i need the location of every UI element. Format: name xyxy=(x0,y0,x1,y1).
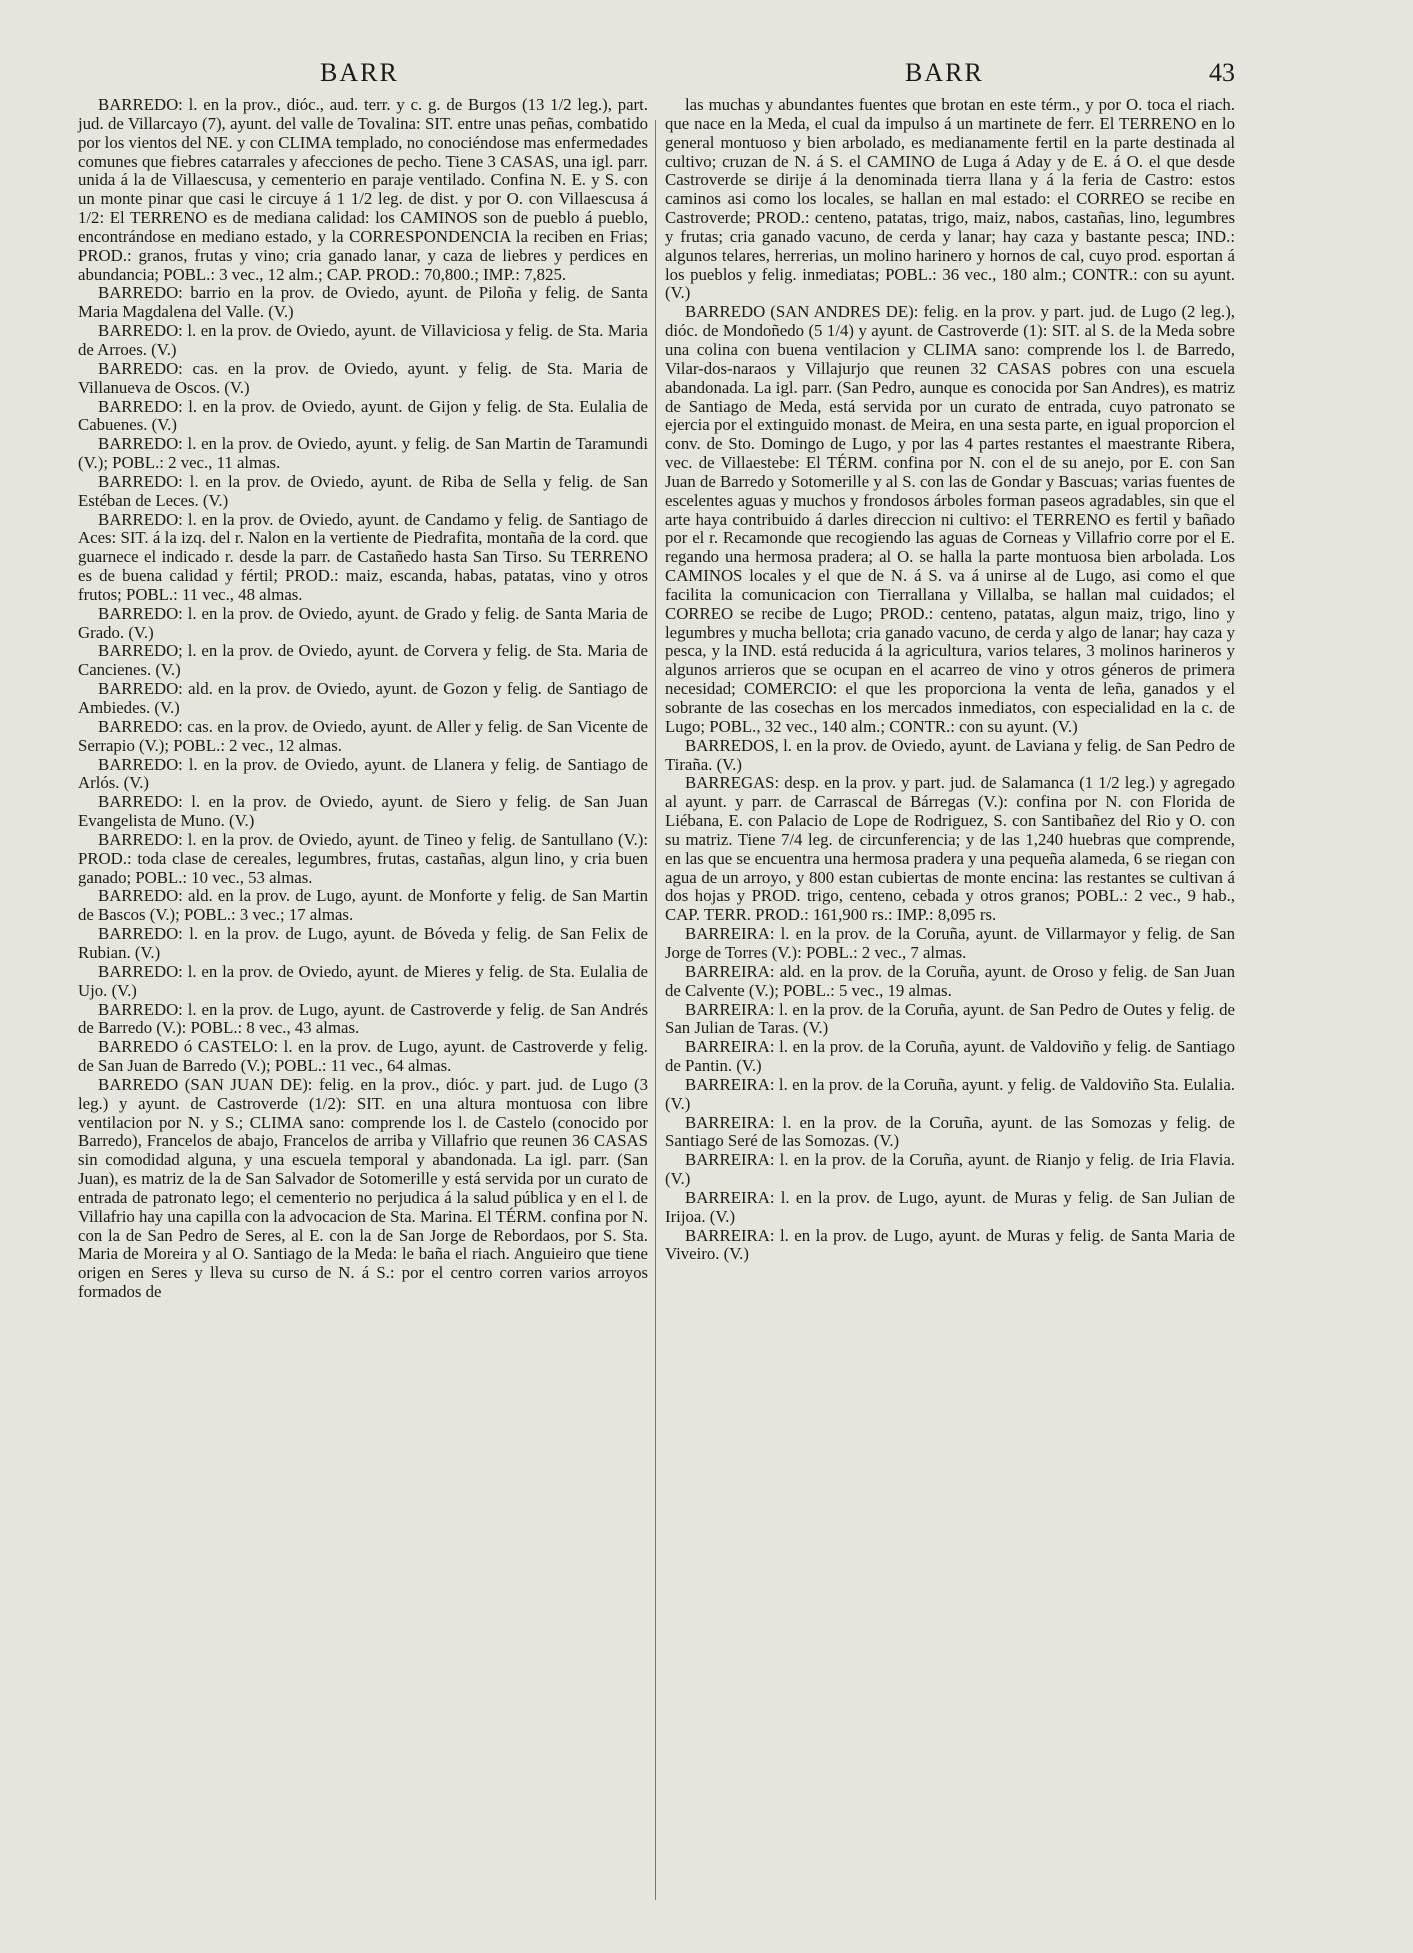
dictionary-entry: las muchas y abundantes fuentes que brotan en este térm., y por O. toca el riach. que nace en la Meda, el cual da impulso á un martinete de ferr. El TERRENO en lo general montuoso y bien arbolado, es medianamente fertil en la parte destinada al cultivo; cruzan de N. á S. el CAMINO de Luga á Aday y de E. á O. el que desde Castroverde se dirije á la denominada tierra llana y á la feria de Castro: estos caminos asi como los locales, se hallan en mal estado: el CORREO se recibe en Castroverde; PROD.: centeno, patatas, trigo, maiz, nabos, castañas, lino, legumbres y frutas; cria ganado vacuno, de cerda y lanar; hay caza y bastante pesca; IND.: algunos telares, herrerias, un molino harinero y hornos de cal, cuyo prod. esportan á los pueblos y felig. inmediatas; POBL.: 36 vec., 180 alm.; CONTR.: con su ayunt. (V.) xyxy=(665,95,1235,303)
column-divider xyxy=(655,120,656,1900)
dictionary-entry: BARREDO: l. en la prov. de Lugo, ayunt. de Castroverde y felig. de San Andrés de Barredo (V.): POBL.: 8 vec., 43 almas. xyxy=(78,999,648,1038)
dictionary-entry: BARREIRA: l. en la prov. de la Coruña, ayunt. de San Pedro de Outes y felig. de San Julian de Taras. (V.) xyxy=(665,999,1235,1038)
dictionary-entry: BARREIRA: l. en la prov. de la Coruña, ayunt. de las Somozas y felig. de Santiago Seré de las Somozas. (V.) xyxy=(665,1112,1235,1151)
dictionary-entry: BARREDO: l. en la prov. de Oviedo, ayunt. de Candamo y felig. de Santiago de Aces: SIT. á la izq. del r. Nalon en la vertiente de Piedrafita, montaña de la cord. que guarnece el indicado r. desde la parr. de Castañedo hasta San Tirso. Su TERRENO es de buena calidad y fértil; PROD.: maiz, escanda, habas, patatas, vino y otros frutos; POBL.: 11 vec., 48 almas. xyxy=(78,509,648,604)
dictionary-entry: BARREDO: l. en la prov. de Oviedo, ayunt. de Tineo y felig. de Santullano (V.): PROD.: toda clase de cereales, legumbres, frutas, castañas, algun lino, y cria buen ganado; POBL.: 10 vec., 53 almas. xyxy=(78,829,648,887)
dictionary-entry: BARREIRA: l. en la prov. de la Coruña, ayunt. y felig. de Valdoviño Sta. Eulalia. (V.) xyxy=(665,1074,1235,1113)
left-column xyxy=(78,96,648,1302)
dictionary-entry: BARREDO: l. en la prov., dióc., aud. terr. y c. g. de Burgos (13 1/2 leg.), part. jud. de Villarcayo (7), ayunt. del valle de Tovalina: SIT. entre unas peñas, combatido por los vientos del NE. y con CLIMA templado, no conociéndose mas enfermedades comunes que fiebres catarrales y afecciones de pecho. Tiene 3 CASAS, una igl. parr. unida á la de Villaescusa, y cementerio en paraje ventilado. Confina N. E. y S. con un monte pinar que casi le circuye á 1 1/2 leg. de dist. y por O. con Villaescusa á 1/2: El TERRENO es de mediana calidad: los CAMINOS son de pueblo á pueblo, encontrándose en mediano estado, y la CORRESPONDENCIA la reciben en Frias; PROD.: granos, frutas y vino; cria ganado lanar, y caza de liebres y perdices en abundancia; POBL.: 3 vec., 12 alm.; CAP. PROD.: 70,800.; IMP.: 7,825. xyxy=(78,95,648,284)
dictionary-entry: BARREIRA: l. en la prov. de Lugo, ayunt. de Muras y felig. de Santa Maria de Viveiro. (V.) xyxy=(665,1225,1235,1264)
dictionary-entry: BARREIRA: l. en la prov. de la Coruña, ayunt. de Rianjo y felig. de Iria Flavia. (V.) xyxy=(665,1150,1235,1189)
dictionary-entry: BARREDO: l. en la prov. de Oviedo, ayunt. de Gijon y felig. de Sta. Eulalia de Cabuenes. (V.) xyxy=(78,396,648,435)
dictionary-entry: BARREDO: l. en la prov. de Oviedo, ayunt. de Mieres y felig. de Sta. Eulalia de Ujo. (V.) xyxy=(78,961,648,1000)
dictionary-entry: BARREIRA: l. en la prov. de la Coruña, ayunt. de Valdoviño y felig. de Santiago de Pantin. (V.) xyxy=(665,1037,1235,1076)
dictionary-entry: BARREDO: ald. en la prov. de Lugo, ayunt. de Monforte y felig. de San Martin de Bascos (V.); POBL.: 3 vec.; 17 almas. xyxy=(78,886,648,925)
dictionary-entry: BARREDO: cas. en la prov. de Oviedo, ayunt. y felig. de Sta. Maria de Villanueva de Oscos. (V.) xyxy=(78,358,648,397)
dictionary-entry: BARREDO; l. en la prov. de Oviedo, ayunt. de Corvera y felig. de Sta. Maria de Cancienes. (V.) xyxy=(78,641,648,680)
dictionary-entry: BARREDO: l. en la prov. de Oviedo, ayunt. de Riba de Sella y felig. de San Estéban de Leces. (V.) xyxy=(78,471,648,510)
dictionary-entry: BARREDO: l. en la prov. de Oviedo, ayunt. de Siero y felig. de San Juan Evangelista de Muno. (V.) xyxy=(78,792,648,831)
dictionary-entry: BARREDO (SAN JUAN DE): felig. en la prov., dióc. y part. jud. de Lugo (3 leg.) y ayunt. de Castroverde (1/2): SIT. en una altura montuosa con libre ventilacion por N. y S.; CLIMA sano: comprende los l. de Castelo (conocido por Barredo), Francelos de abajo, Francelos de arriba y Villafrio que reunen 36 CASAS sin comodidad alguna, y una escuela temporal y abandonada. La igl. parr. (San Juan), es matriz de la de San Salvador de Sotomerille y está servida por un curato de entrada de patronato lego; el cementerio no perjudica á la salud pública y en el l. de Villafrio hay una capilla con la advocacion de Sta. Marina. El TÉRM. confina por N. con la de San Pedro de Seres, al E. con la de San Jorge de Rebordaos, por S. Sta. Maria de Moreira y al O. Santiago de la Meda: le baña el riach. Anguieiro que tiene origen en Seres y lleva su curso de N. á S.: por el centro corren varios arroyos formados de xyxy=(78,1074,648,1302)
dictionary-entry: BARREDO: l. en la prov. de Lugo, ayunt. de Bóveda y felig. de San Felix de Rubian. (V.) xyxy=(78,924,648,962)
dictionary-entry: BARREIRA: l. en la prov. de la Coruña, ayunt. de Villarmayor y felig. de San Jorge de Torres (V.): POBL.: 2 vec., 7 almas. xyxy=(665,924,1235,962)
right-column xyxy=(665,96,1235,1264)
dictionary-entry: BARREIRA: ald. en la prov. de la Coruña, ayunt. de Oroso y felig. de San Juan de Calvente (V.); POBL.: 5 vec., 19 almas. xyxy=(665,961,1235,1000)
dictionary-entry: BARREDO (SAN ANDRES DE): felig. en la prov. y part. jud. de Lugo (2 leg.), dióc. de Mondoñedo (5 1/4) y ayunt. de Castroverde (1): SIT. al S. de la Meda sobre una colina con buena ventilacion y CLIMA sano: comprende los l. de Barredo, Vilar-dos-naraos y Villajurjo que reunen 32 CASAS pobres con una escuela abandonada. La igl. parr. (San Pedro, aunque es conocida por San Andres), es matriz de Santiago de Meda, está servida por un curato de entrada, cuyo patronato se ejercia por el extinguido monast. de Meira, en una sesta parte, en igual proporcion el conv. de Sto. Domingo de Lugo, y por las 4 partes restantes el maestrante Ribera, vec. de Villaestebe: El TÉRM. confina por N. con el de su anejo, por E. con San Juan de Barredo y Sotomerille y al S. con las de Gondar y Bascuas; varias fuentes de escelentes aguas y muchos y frondosos árboles forman paseos agradables, sin que el arte haya contribuido á darles direccion ni cultivo: el TERRENO es fertil y bañado por el r. Recamonde que recogiendo las aguas de Corneas y Villafrio corre por el E. regando una hermosa pradera; al O. se halla la parte montuosa bien arbolada. Los CAMINOS locales y el que de N. á S. va á unirse al de Lugo, asi como el que facilita la comunicacion con Tierrallana y Villalba, se hallan mal cuidados; el CORREO se recibe de Lugo; PROD.: centeno, patatas, algun maiz, trigo, lino y legumbres y mucha bellota; cria ganado vacuno, de cerda y algo de lanar; hay caza y pesca, y la IND. está reducida á la agricultura, varios telares, 3 molinos harineros y algunos arrieros que se ocupan en el acarreo de vino y otros géneros de primera necesidad; COMERCIO: el que les proporciona la venta de leña, ganados y el sobrante de las cosechas en los mercados inmediatos, con especialidad en la c. de Lugo; POBL., 32 vec., 140 alm.; CONTR.: con su ayunt. (V.) xyxy=(665,302,1235,736)
running-head-left: BARR xyxy=(320,58,399,87)
page-number: 43 xyxy=(1209,58,1235,87)
dictionary-entry: BARREDO: cas. en la prov. de Oviedo, ayunt. de Aller y felig. de San Vicente de Serrapio (V.); POBL.: 2 vec., 12 almas. xyxy=(78,716,648,755)
running-head-right: BARR xyxy=(905,58,984,87)
dictionary-entry: BARREGAS: desp. en la prov. y part. jud. de Salamanca (1 1/2 leg.) y agregado al ayunt. y parr. de Carrascal de Bárregas (V.): confina por N. con Florida de Liébana, E. con Palacio de Lope de Rodriguez, S. con Santibañez del Rio y O. con su matriz. Tiene 7/4 leg. de circunferencia; y de las 1,240 huebras que comprende, en las que se encuentra una hermosa pradera y una pequeña alameda, 6 se riegan con agua de un arroyo, y 800 estan cubiertas de monte encina: las restantes se cultivan á dos hojas y PROD. trigo, centeno, cebada y otros granos; POBL.: 2 vec., 9 hab., CAP. TERR. PROD.: 161,900 rs.: IMP.: 8,095 rs. xyxy=(665,773,1235,925)
dictionary-entry: BARREDO: l. en la prov. de Oviedo, ayunt. y felig. de San Martin de Taramundi (V.); POBL.: 2 vec., 11 almas. xyxy=(78,434,648,473)
dictionary-entry: BARREDOS, l. en la prov. de Oviedo, ayunt. de Laviana y felig. de San Pedro de Tiraña. (V.) xyxy=(665,735,1235,774)
dictionary-entry: BARREDO: l. en la prov. de Oviedo, ayunt. de Villaviciosa y felig. de Sta. Maria de Arroes. (V.) xyxy=(78,321,648,359)
dictionary-entry: BARREDO: ald. en la prov. de Oviedo, ayunt. de Gozon y felig. de Santiago de Ambiedes. (V.) xyxy=(78,679,648,717)
dictionary-entry: BARREDO: l. en la prov. de Oviedo, ayunt. de Llanera y felig. de Santiago de Arlós. (V.) xyxy=(78,754,648,793)
dictionary-entry: BARREIRA: l. en la prov. de Lugo, ayunt. de Muras y felig. de San Julian de Irijoa. (V.) xyxy=(665,1187,1235,1226)
dictionary-entry: BARREDO: barrio en la prov. de Oviedo, ayunt. de Piloña y felig. de Santa Maria Magdalena del Valle. (V.) xyxy=(78,283,648,322)
dictionary-entry: BARREDO: l. en la prov. de Oviedo, ayunt. de Grado y felig. de Santa Maria de Grado. (V.) xyxy=(78,603,648,642)
dictionary-entry: BARREDO ó CASTELO: l. en la prov. de Lugo, ayunt. de Castroverde y felig. de San Juan de Barredo (V.); POBL.: 11 vec., 64 almas. xyxy=(78,1037,648,1076)
